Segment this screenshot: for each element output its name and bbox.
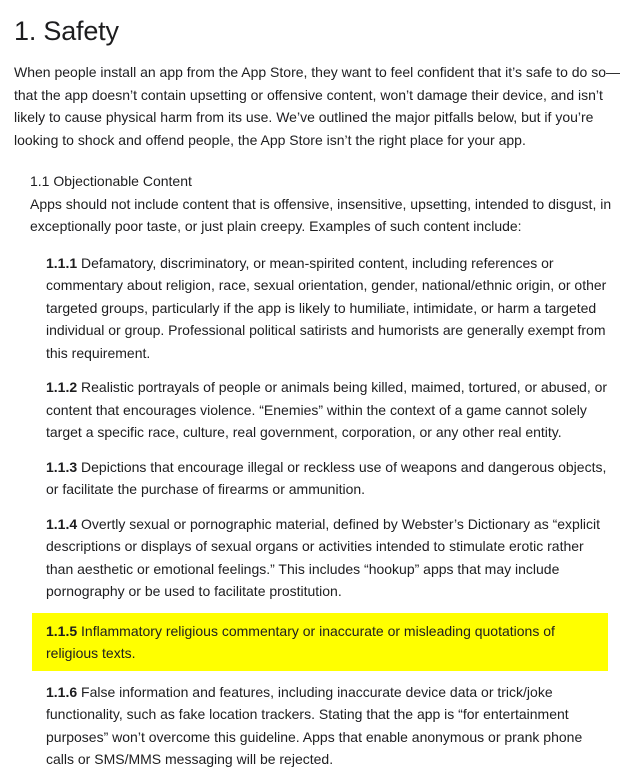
guideline-number: 1.1.6 (46, 683, 78, 700)
guideline-text: Inflammatory religious commentary or inaccurate or misleading quotations of religious texts. (46, 622, 555, 661)
subsection-objectionable-content (30, 170, 620, 771)
subsection-title: 1.1 Objectionable Content (30, 173, 192, 189)
guideline-item-1-1-6 (32, 681, 620, 771)
page-title: 1. Safety (14, 16, 119, 46)
guideline-item-1-1-4 (32, 513, 620, 603)
guideline-item-1-1-5-highlighted (32, 613, 608, 671)
guideline-text: Overtly sexual or pornographic material, defined by Webster’s Dictionary as “explicit descriptions or displays of sexual organs or activities intended to stimulate erotic rather than aesthetic or emotional feelings.” This includes “hookup” apps that may include pornography or be used to facilitate prostitution. (46, 515, 601, 599)
subsection-description: Apps should not include content that is offensive, insensitive, upsetting, intended to disgust, in exceptionally poor taste, or just plain creepy. Examples of such content include: (30, 195, 612, 234)
guideline-item-1-1-3 (32, 456, 620, 501)
guideline-text: Realistic portrayals of people or animals being killed, maimed, tortured, or abused, or content that encourages violence. “Enemies” within the context of a game cannot solely target a specific race, culture, real government, corporation, or any other real entity. (46, 379, 608, 440)
guideline-number: 1.1.5 (46, 622, 78, 639)
guideline-item-1-1-1 (32, 252, 620, 365)
guideline-list (32, 252, 620, 771)
intro-paragraph: When people install an app from the App Store, they want to feel confident that it’s safe to do so—that the app doesn’t contain upsetting or offensive content, won’t damage their device, and isn’t likely to cause physical harm from its use. We’ve outlined the major pitfalls below, but if you’re looking to shock and offend people, the App Store isn’t the right place for your app. (14, 64, 620, 148)
guideline-number: 1.1.1 (46, 254, 78, 271)
guideline-number: 1.1.3 (46, 458, 78, 475)
guideline-text: Depictions that encourage illegal or reckless use of weapons and dangerous objects, or facilitate the purchase of firearms or ammunition. (46, 458, 607, 497)
guideline-number: 1.1.2 (46, 379, 78, 395)
guideline-number: 1.1.4 (46, 515, 78, 532)
guideline-item-1-1-2 (32, 376, 620, 444)
guideline-text: Defamatory, discriminatory, or mean-spirited content, including references or commentary about religion, race, sexual orientation, gender, national/ethnic origin, or other targeted groups, particularly if the app is likely to humiliate, intimidate, or harm a targeted individual or group. Professional political satirists and humorists are generally exempt from this requirement. (46, 254, 607, 361)
guideline-text: False information and features, including inaccurate device data or trick/joke functionality, such as fake location trackers. Stating that the app is “for entertainment purposes” won’t overcome this guideline. Apps that enable anonymous or prank phone calls or SMS/MMS messaging will be rejected. (46, 683, 583, 767)
